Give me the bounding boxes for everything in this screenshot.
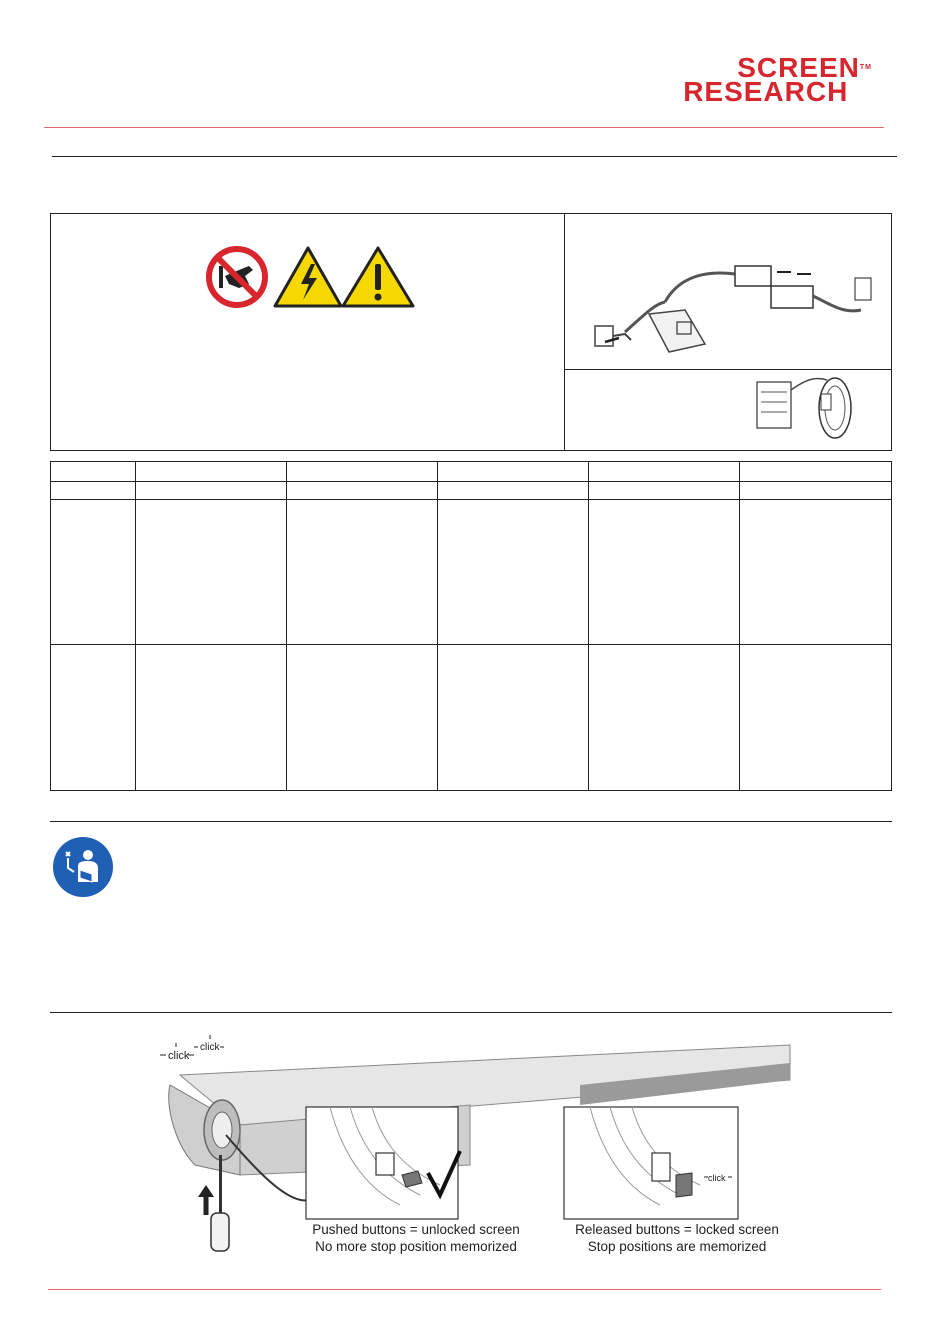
wiring-illustration-panel	[564, 369, 892, 451]
table-cell	[589, 482, 740, 500]
general-warning-icon	[343, 248, 413, 306]
read-manual-icon	[52, 836, 114, 898]
table-cell	[589, 500, 740, 645]
no-touch-icon	[209, 249, 265, 305]
motor-wiring-illustration	[565, 370, 891, 450]
table-row	[51, 482, 892, 500]
table-cell	[51, 500, 136, 645]
table-cell	[589, 645, 740, 791]
locked-inset	[564, 1107, 738, 1219]
table-cell	[740, 645, 892, 791]
power-connector-illustration	[565, 214, 891, 369]
table-cell	[286, 482, 437, 500]
unlocked-caption-line1: Pushed buttons = unlocked screen	[312, 1222, 520, 1237]
table-cell	[740, 482, 892, 500]
table-cell	[135, 482, 286, 500]
table-cell	[286, 500, 437, 645]
locked-caption	[566, 1221, 788, 1255]
table-cell	[589, 462, 740, 482]
specification-table	[50, 461, 892, 791]
brand-logo	[683, 52, 872, 107]
section-rule-2	[50, 1012, 892, 1013]
header-red-rule	[44, 127, 884, 128]
table-cell	[740, 462, 892, 482]
click-label-3: click	[708, 1173, 726, 1183]
table-row	[51, 500, 892, 645]
locked-caption-line2: Stop positions are memorized	[587, 1239, 767, 1254]
table-cell	[286, 462, 437, 482]
unlocked-caption	[300, 1221, 532, 1255]
table-cell	[437, 500, 589, 645]
header-black-rule	[52, 156, 897, 157]
locked-caption-line1: Released buttons = locked screen	[575, 1222, 779, 1237]
click-label-2: click	[200, 1042, 220, 1053]
table-row	[51, 645, 892, 791]
footer-red-rule	[48, 1289, 881, 1290]
table-cell	[51, 462, 136, 482]
brand-line2: RESEARCH	[683, 76, 849, 107]
table-cell	[51, 482, 136, 500]
section-rule	[50, 821, 892, 822]
table-cell	[135, 645, 286, 791]
connector-illustration-panel	[564, 213, 892, 370]
brand-line1: SCREEN	[737, 52, 860, 83]
table-cell	[51, 645, 136, 791]
table-cell	[740, 500, 892, 645]
table-cell	[135, 462, 286, 482]
table-cell	[135, 500, 286, 645]
warning-panel	[50, 213, 565, 451]
click-label-1: click	[168, 1050, 190, 1062]
table-cell	[286, 645, 437, 791]
table-cell	[437, 645, 589, 791]
unlocked-caption-line2: No more stop position memorized	[315, 1239, 517, 1254]
table-cell	[437, 462, 589, 482]
table-cell	[437, 482, 589, 500]
warning-icons	[205, 244, 415, 310]
table-row	[51, 462, 892, 482]
trademark: TM	[859, 64, 872, 71]
electric-hazard-icon	[275, 248, 341, 306]
